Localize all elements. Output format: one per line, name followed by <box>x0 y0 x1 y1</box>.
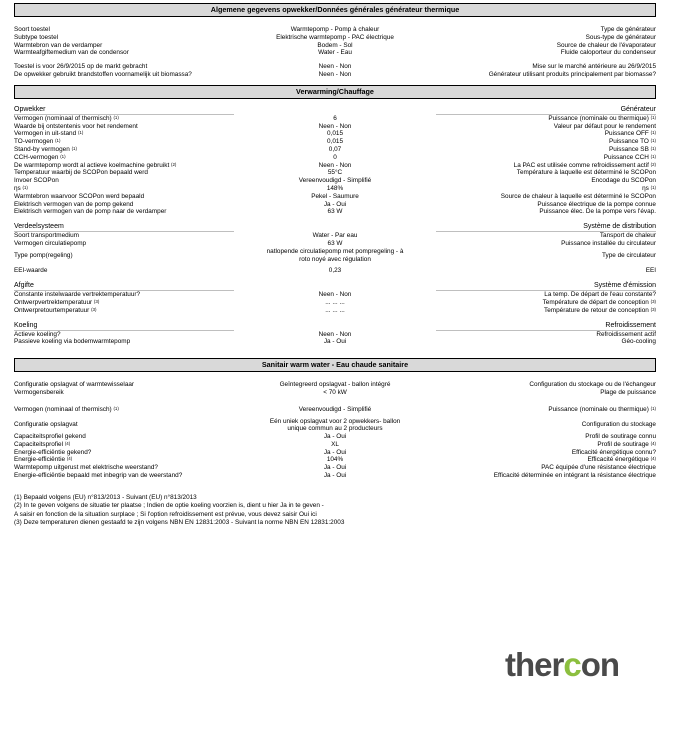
footnote-ref: (1) <box>650 405 656 411</box>
label-nl-text: Warmtebron waarvoor SCOPon werd bepaald <box>14 192 145 200</box>
label-nl-text: Vermogen (nominaal of thermisch) <box>14 405 112 413</box>
label-fr-text: ηs <box>642 184 649 192</box>
value <box>264 115 406 123</box>
value-text: 63 W <box>327 208 343 216</box>
table-row <box>14 185 656 193</box>
value <box>264 193 406 201</box>
value-text: Ja - Oui <box>323 448 347 456</box>
subsection-title-fr: Système de distribution <box>436 222 656 232</box>
opwekker-rows <box>14 115 656 216</box>
label-fr-text: Valeur par défaut pour le rendement <box>553 122 656 130</box>
table-row <box>14 162 656 170</box>
label-fr: Géo-cooling <box>621 338 656 346</box>
table-row <box>14 240 656 248</box>
label-fr <box>406 472 656 480</box>
footnote-ref: (1) <box>650 153 656 159</box>
footnote-ref: (1) <box>113 114 119 120</box>
label-fr-text: Puissance (nominale ou thermique) <box>548 114 649 122</box>
label-fr <box>406 130 656 138</box>
label-nl-text: Stand-by vermogen <box>14 145 70 153</box>
section-heating-header: Verwarming/Chauffage <box>14 85 656 99</box>
label-nl: Soort transportmedium <box>14 232 79 240</box>
label-fr <box>406 449 656 457</box>
label-nl: Warmtebron van de verdamper <box>14 41 103 49</box>
table-row <box>14 464 656 472</box>
label-nl <box>14 291 264 299</box>
footnote-ref: (1) <box>60 153 66 159</box>
subsection-title-nl: Koeling <box>14 321 234 331</box>
label-fr <box>406 162 656 170</box>
footnote-ref: (1) <box>650 130 656 136</box>
label-fr: Type de générateur <box>600 26 656 33</box>
value-text: 0,07 <box>328 145 342 153</box>
label-fr: Puissance installée du circulateur <box>561 239 656 247</box>
subsection-title-fr: Générateur <box>436 105 656 115</box>
value: 63 W <box>327 239 343 247</box>
label-fr <box>406 464 656 472</box>
label-nl-text: Constante instelwaarde vertrektemperatuur? <box>14 291 141 299</box>
value <box>264 441 406 449</box>
logo-text-dark: ther <box>505 648 564 683</box>
label-nl <box>14 162 264 170</box>
label-fr-text: Efficacité énergétique <box>587 456 649 464</box>
label-fr <box>406 146 656 154</box>
label-fr-text: Profil de soutirage connu <box>585 433 656 441</box>
footnote-ref: (4) <box>66 456 73 462</box>
value: Neen - Non <box>318 330 352 338</box>
label-fr-text: Efficacité déterminée en intégrant la résistance électrique <box>493 472 656 480</box>
label-fr-text: Température à laquelle est déterminé le SCOPon <box>516 169 656 177</box>
value: 0,23 <box>328 267 342 275</box>
label-nl <box>14 441 264 449</box>
value-text: 0 <box>333 153 337 161</box>
value-text: Neen - Non <box>318 122 352 130</box>
label-nl: Toestel is voor 26/9/2015 op de markt gebracht <box>14 63 148 71</box>
label-fr: Générateur utilisant produits principalement par biomasse? <box>488 70 656 78</box>
table-row <box>14 208 656 216</box>
label-fr-text: La temp. De départ de l'eau constante? <box>544 291 656 299</box>
table-row <box>14 299 656 307</box>
label-fr-text: Source de chaleur à laquelle est déterminé le SCOPon <box>500 192 656 200</box>
value <box>264 433 406 441</box>
label-nl <box>14 185 264 193</box>
label-fr <box>406 307 656 315</box>
svg-text:thercon <box>505 648 619 683</box>
label-nl: EEI-waarde <box>14 267 48 275</box>
value-text: 6 <box>333 114 337 122</box>
label-nl-text: Ontwerpretourtemperatuur <box>14 306 90 314</box>
label-nl: Actieve koeling? <box>14 330 61 338</box>
table-row <box>14 389 656 397</box>
label-nl-text: Capaciteitsprofiel gekend <box>14 433 86 441</box>
label-fr <box>406 406 656 414</box>
table-row <box>14 63 656 71</box>
footnote-ref: (1) <box>650 184 656 190</box>
label-fr-text: Puissance TO <box>608 138 649 146</box>
label-nl <box>14 208 264 216</box>
label-nl <box>14 433 264 441</box>
value <box>264 146 406 154</box>
table-row <box>14 232 656 240</box>
table-row <box>14 338 656 346</box>
subsection-koeling <box>14 321 656 331</box>
subsection-title-fr: Refroidissement <box>436 321 656 331</box>
label-nl: Configuratie opslagvat <box>14 421 78 429</box>
label-nl-text: Vermogen in uit-stand <box>14 130 77 138</box>
value <box>264 307 406 315</box>
label-fr <box>406 201 656 209</box>
footnote-ref: (1) <box>77 130 84 136</box>
label-fr <box>406 433 656 441</box>
table-row <box>14 49 656 57</box>
table-row <box>14 331 656 339</box>
value <box>264 449 406 457</box>
table-row <box>14 248 656 264</box>
table-row <box>14 177 656 185</box>
label-nl <box>14 154 264 162</box>
table-row <box>14 418 656 434</box>
footnote-ref: (3) <box>650 298 656 304</box>
value <box>264 472 406 480</box>
table-row <box>14 381 656 389</box>
thercon-logo <box>505 648 650 684</box>
label-nl-text: CCH-vermogen <box>14 153 59 161</box>
label-nl-text: Energie-efficiëntie bepaald met inbegrip van de weerstand? <box>14 472 183 480</box>
value: Warmtepomp - Pomp à chaleur <box>290 26 380 33</box>
label-fr-text: Puissance OFF <box>604 130 649 138</box>
value <box>264 299 406 307</box>
table-row <box>14 267 656 275</box>
label-fr: Tansport de chaleur <box>599 232 656 240</box>
footnote-ref: (1) <box>650 145 656 151</box>
value: < 70 kW <box>323 388 347 396</box>
label-fr: Plage de puissance <box>600 388 656 396</box>
table-row <box>14 406 656 414</box>
label-fr <box>406 177 656 185</box>
label-fr <box>406 154 656 162</box>
label-fr <box>406 208 656 216</box>
value-text: Vereenvoudigd - Simplifié <box>298 177 372 185</box>
label-nl: Passieve koeling via bodemwarmtepomp <box>14 338 131 346</box>
value: Vereenvoudigd - Simplifié <box>298 405 372 413</box>
label-nl-text: Warmtepomp uitgerust met elektrische weerstand? <box>14 464 158 472</box>
footnote-ref: (1) <box>55 138 61 144</box>
label-nl <box>14 456 264 464</box>
value-text: Ja - Oui <box>323 472 347 480</box>
value <box>264 208 406 216</box>
label-nl <box>14 115 264 123</box>
label-fr <box>406 123 656 131</box>
table-row <box>14 291 656 299</box>
label-fr-text: Encodage du SCOPon <box>591 177 656 185</box>
value: Water - Par eau <box>312 232 358 240</box>
label-nl <box>14 406 264 414</box>
table-row <box>14 154 656 162</box>
footnote: A saisir en fonction de la situation surplace ; Si l'option refroidissement est prévue, vous devez saisir Oui ici <box>14 510 317 518</box>
footnote-ref: (1) <box>22 184 28 190</box>
value-text: 104% <box>326 456 344 464</box>
label-fr-text: Efficacité énergétique connu? <box>571 448 656 456</box>
label-fr: Type de circulateur <box>602 251 656 259</box>
table-row <box>14 26 656 34</box>
datasheet <box>14 3 656 528</box>
label-nl-text: Elektrisch vermogen van de pomp gekend <box>14 200 134 208</box>
label-nl: De opwekker gebruikt brandstoffen voornamelijk uit biomassa? <box>14 70 192 78</box>
value-text: Ja - Oui <box>323 200 347 208</box>
value <box>264 138 406 146</box>
value <box>264 169 406 177</box>
table-row <box>14 146 656 154</box>
table-row <box>14 130 656 138</box>
table-row <box>14 456 656 464</box>
value-text: Neen - Non <box>318 291 352 299</box>
label-nl-text: Waarde bij ontstentenis voor het rendement <box>14 122 138 130</box>
footnote-ref: (2) <box>171 161 177 167</box>
label-fr: Refroidissement actif <box>596 330 656 338</box>
footnote-ref: (1) <box>650 138 656 144</box>
value <box>264 456 406 464</box>
value <box>264 123 406 131</box>
value <box>264 177 406 185</box>
footnote-ref: (3) <box>93 298 100 304</box>
label-nl-text: Temperatuur waarbij de SCOPon bepaald werd <box>14 169 148 177</box>
table-row <box>14 42 656 50</box>
table-row <box>14 193 656 201</box>
label-nl-text: Capaciteitsprofiel <box>14 440 64 448</box>
label-fr <box>406 185 656 193</box>
table-row <box>14 449 656 457</box>
section-sanitary-header: Sanitair warm water - Eau chaude sanitaire <box>14 358 656 372</box>
value-text: Pekel - Saumure <box>311 192 359 200</box>
footnotes <box>14 494 656 528</box>
label-fr: Sous-type de générateur <box>585 33 656 41</box>
label-nl: Vermogensbereik <box>14 388 64 396</box>
table-row <box>14 169 656 177</box>
subsection-title-nl: Verdeelsysteem <box>14 222 234 232</box>
value <box>264 201 406 209</box>
label-nl <box>14 449 264 457</box>
label-fr: Fluide caloporteur du condenseur <box>560 49 656 57</box>
value <box>264 291 406 299</box>
value: Bodem - Sol <box>317 41 353 49</box>
value: Neen - Non <box>318 63 352 71</box>
table-row <box>14 71 656 79</box>
label-nl: Configuratie opslagvat of warmtewisselaar <box>14 381 135 389</box>
logo-text-accent: c <box>563 648 581 683</box>
label-nl-text: ηs <box>14 184 21 192</box>
value-text: 55°C <box>327 169 343 177</box>
afgifte-rows <box>14 291 656 314</box>
value-text: Ja - Oui <box>323 433 347 441</box>
label-nl: Type pomp(regeling) <box>14 251 73 259</box>
label-nl <box>14 123 264 131</box>
table-row <box>14 201 656 209</box>
label-nl-text: De warmtepomp wordt al actieve koelmachine gebruikt <box>14 161 170 169</box>
footnote: (2) In te geven volgens de situatie ter plaatse ; Indien de optie koeling voorzien is, dient u hier Ja in te geven - <box>14 502 324 510</box>
label-fr-text: Profil de soutirage <box>597 440 649 448</box>
value-text: 148% <box>326 184 344 192</box>
label-nl-text: Energie-efficiëntie <box>14 456 66 464</box>
sanitary-rows <box>14 433 656 480</box>
subsection-title-fr: Système d'émission <box>436 281 656 291</box>
label-nl-text: Ontwerpvertrektemperatuur <box>14 298 93 306</box>
value-text: 0,015 <box>327 130 343 138</box>
subsection-afgifte <box>14 281 656 291</box>
footnote-ref: (2) <box>650 161 656 167</box>
label-fr-text: Température de retour de conception <box>544 306 649 314</box>
value-text: ... ... ... <box>325 298 345 306</box>
table-row <box>14 307 656 315</box>
label-fr-text: Puissance élec. De la pompe vers l'évap. <box>539 208 656 216</box>
footnote: (3) Deze temperaturen dienen gestaafd te zijn volgens NBN EN 12831:2003 - Suivant la norme NBN EN 12831:2003 <box>14 519 345 527</box>
value-text: XL <box>331 440 339 448</box>
label-nl <box>14 169 264 177</box>
label-nl <box>14 201 264 209</box>
label-nl <box>14 130 264 138</box>
label-nl-text: TO-vermogen <box>14 138 54 146</box>
label-nl <box>14 464 264 472</box>
label-fr <box>406 456 656 464</box>
label-fr <box>406 441 656 449</box>
table-row <box>14 34 656 42</box>
footnote-ref: (4) <box>650 440 656 446</box>
value: Eén uniek opslagvat voor 2 opwekkers- ballon unique commun au 2 producteurs <box>269 417 401 433</box>
label-nl-text: Invoer SCOPon <box>14 177 59 185</box>
label-fr-text: Puissance (nominale ou thermique) <box>548 405 649 413</box>
label-nl: Vermogen circulatiepomp <box>14 239 87 247</box>
section-general-header: Algemene gegevens opwekker/Données générales générateur thermique <box>14 3 656 17</box>
label-nl-text: Energie-efficiëntie gekend? <box>14 448 92 456</box>
footnote-ref: (1) <box>650 114 656 120</box>
label-nl <box>14 193 264 201</box>
label-fr <box>406 138 656 146</box>
footnote-ref: (3) <box>650 306 656 312</box>
value-text: Ja - Oui <box>323 464 347 472</box>
value: Ja - Oui <box>323 338 347 346</box>
footnote-ref: (3) <box>91 306 97 312</box>
label-fr-text: PAC équipée d'une résistance électrique <box>541 464 656 472</box>
subsection-verdeel <box>14 222 656 232</box>
value: Neen - Non <box>318 70 352 78</box>
label-nl <box>14 472 264 480</box>
label-nl: Warmteafgiftemedium van de condensor <box>14 49 129 57</box>
table-row <box>14 441 656 449</box>
label-nl: Subtype toestel <box>14 33 59 41</box>
table-row <box>14 433 656 441</box>
footnote-ref: (1) <box>71 145 77 151</box>
label-nl: Soort toestel <box>14 26 50 33</box>
subsection-title-nl: Afgifte <box>14 281 234 291</box>
label-fr: Configuration du stockage ou de l'échangeur <box>529 381 656 389</box>
table-row <box>14 472 656 480</box>
logo-text-dark-end: on <box>580 648 620 683</box>
label-fr-text: Puissance électrique de la pompe connue <box>537 200 656 208</box>
value: Geïntegreerd opslagvat - ballon intégré <box>279 381 391 389</box>
label-nl-text: Vermogen (nominaal of thermisch) <box>14 114 112 122</box>
label-fr-text: Puissance SB <box>609 145 649 153</box>
label-fr <box>406 291 656 299</box>
value-text: 0,015 <box>327 138 343 146</box>
label-fr <box>406 115 656 123</box>
footnote-ref: (1) <box>113 405 119 411</box>
value: Water - Eau <box>318 49 352 57</box>
value <box>264 130 406 138</box>
value-text: ... ... ... <box>325 306 345 314</box>
value <box>264 162 406 170</box>
value <box>264 154 406 162</box>
label-nl <box>14 146 264 154</box>
footnote: (1) Bepaald volgens (EU) n°813/2013 - Suivant (EU) n°813/2013 <box>14 493 197 501</box>
label-fr: Mise sur le marché antérieure au 26/9/2015 <box>532 63 656 71</box>
label-fr: EEI <box>645 267 656 275</box>
subsection-title-nl: Opwekker <box>14 105 234 115</box>
label-fr-text: Température de départ de conception <box>542 298 649 306</box>
value-text: Neen - Non <box>318 161 352 169</box>
label-fr <box>406 169 656 177</box>
footnote-ref: (4) <box>64 440 71 446</box>
label-fr-text: Puissance CCH <box>603 153 649 161</box>
label-fr <box>406 193 656 201</box>
label-fr: Configuration du stockage <box>581 421 656 429</box>
value <box>264 464 406 472</box>
table-row <box>14 115 656 123</box>
label-fr: Source de chaleur de l'évaporateur <box>556 41 656 49</box>
label-nl <box>14 138 264 146</box>
table-row <box>14 138 656 146</box>
subsection-opwekker <box>14 105 656 115</box>
label-nl <box>14 307 264 315</box>
label-fr-text: La PAC est utilisée comme refroidissement actif <box>513 161 649 169</box>
label-nl <box>14 177 264 185</box>
value: natlopende circulatiepomp met pompregeling - à roto noyé avec régulation <box>266 247 404 263</box>
value <box>264 185 406 193</box>
label-fr <box>406 299 656 307</box>
footnote-ref: (4) <box>650 456 656 462</box>
table-row <box>14 123 656 131</box>
label-nl <box>14 299 264 307</box>
value: Elektrische warmtepomp - PAC électrique <box>276 33 394 41</box>
label-nl-text: Elektrisch vermogen van de pomp naar de verdamper <box>14 208 167 216</box>
